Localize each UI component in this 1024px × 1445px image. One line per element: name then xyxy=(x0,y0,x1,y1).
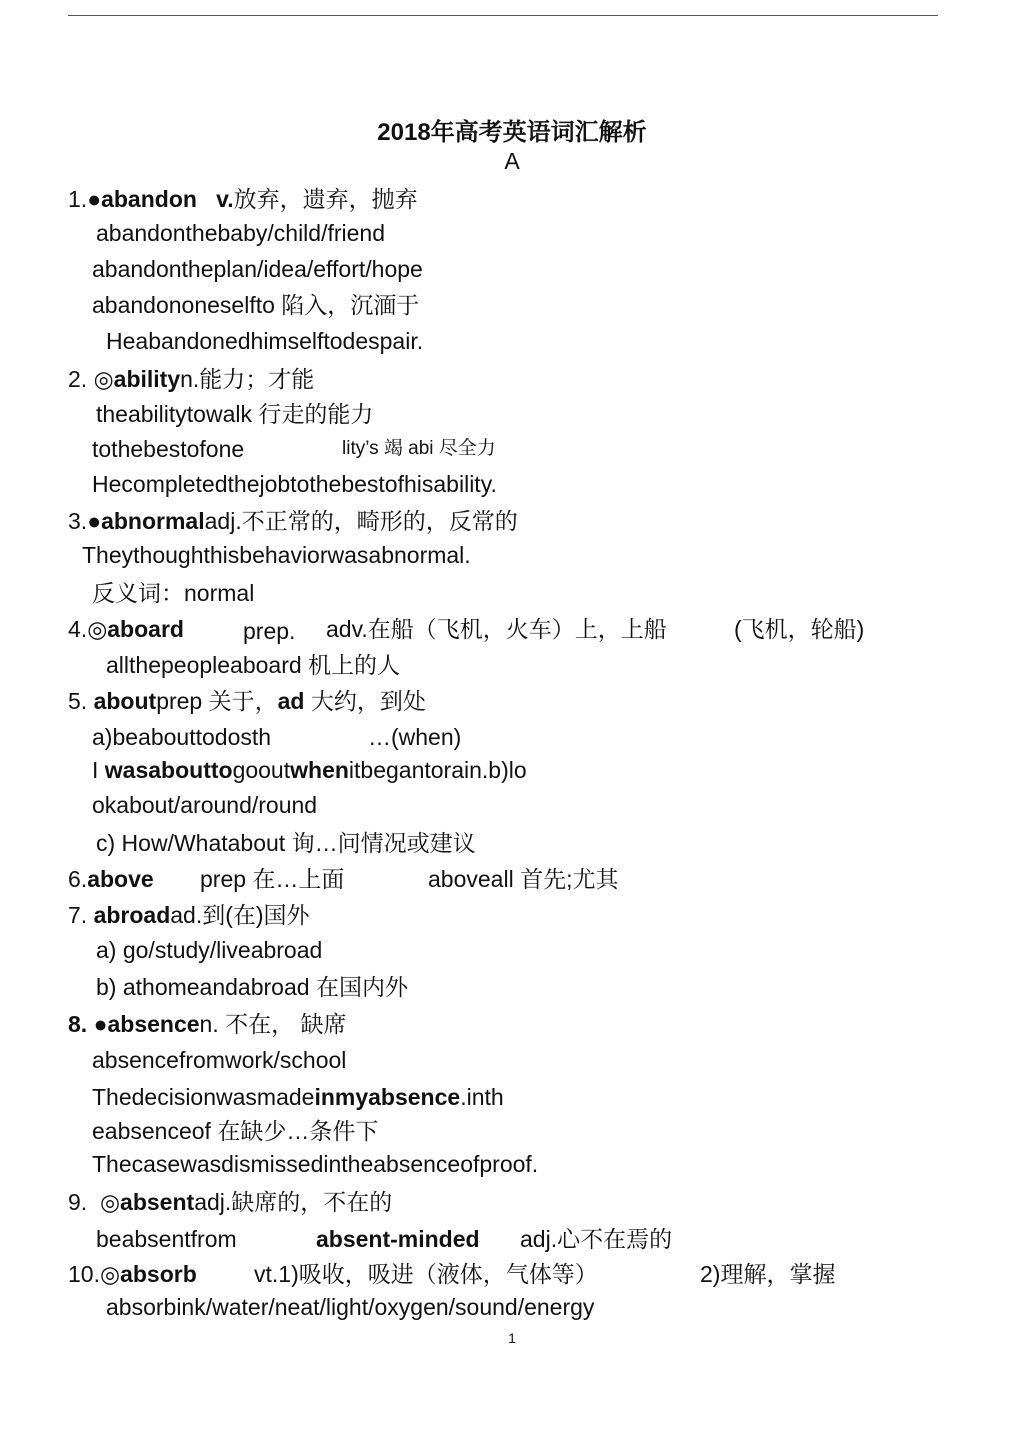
entry-number: 5. xyxy=(68,688,88,714)
entry-8-headline xyxy=(68,1011,347,1039)
bullet-hollow-icon: ◎ xyxy=(99,1261,121,1287)
page-title: 2018年高考英语词汇解析 xyxy=(377,119,647,146)
entry-number: 1. xyxy=(68,186,88,212)
example-line: allthepeopleaboard 机上的人 xyxy=(106,652,401,678)
example-line: I wasabouttogooutwhenitbegantorain.b)lo xyxy=(92,757,527,783)
entry-10-headline xyxy=(68,1261,197,1289)
bullet-hollow-icon: ◎ xyxy=(93,366,114,392)
headword: absent xyxy=(120,1189,195,1215)
example-line: abandononeselfto 陷入，沉湎于 xyxy=(92,292,420,318)
example-line: Theythoughthisbehaviorwasabnormal. xyxy=(82,542,471,568)
definition: 大约，到处 xyxy=(310,688,426,714)
definition: 2)理解，掌握 xyxy=(700,1261,836,1287)
headword: abnormal xyxy=(101,508,205,534)
bullet-filled-icon: ● xyxy=(93,1011,108,1037)
entry-1-headline xyxy=(68,186,418,214)
definition: aboveall 首先;尤其 xyxy=(428,866,619,892)
example-line: Thecasewasdismissedintheabsenceofproof. xyxy=(92,1151,539,1177)
example-line: a)beabouttodosth xyxy=(92,724,272,750)
entry-4-headline xyxy=(68,616,184,644)
entry-7-headline xyxy=(68,902,310,930)
bullet-filled-icon: ● xyxy=(87,186,102,212)
definition: prep 关于， xyxy=(156,688,278,714)
example-line-note: lity’s 竭 abi 尽全力 xyxy=(342,438,496,459)
entry-number: 3. xyxy=(68,508,88,534)
example-line: Heabandonedhimselftodespair. xyxy=(106,328,424,354)
definition: adv.在船（飞机，火车）上，上船 xyxy=(326,616,667,642)
example-line: Hecompletedthejobtothebestofhisability. xyxy=(92,471,497,497)
entry-number: 2. xyxy=(68,366,88,392)
definition: 放弃，遗弃，抛弃 xyxy=(233,186,418,212)
bullet-hollow-icon: ◎ xyxy=(99,1189,121,1215)
example-line: abandonthebaby/child/friend xyxy=(96,220,386,246)
entry-number: 8. xyxy=(68,1011,88,1037)
headword: abroad xyxy=(93,902,171,928)
example-line: Thedecisionwasmadeinmyabsence.inth xyxy=(92,1084,504,1110)
definition: ad.到(在)国外 xyxy=(170,902,310,928)
definition: vt.1)吸收，吸进（液体，气体等） xyxy=(254,1261,598,1287)
example-line: okabout/around/round xyxy=(92,792,318,818)
example-line: a) go/study/liveabroad xyxy=(96,937,323,963)
headword: above xyxy=(87,866,154,892)
headword: absence xyxy=(107,1011,200,1037)
example-line: 反义词：normal xyxy=(92,580,255,606)
headword: ability xyxy=(113,366,181,392)
entry-5-headline xyxy=(68,688,426,716)
example-line: abandontheplan/idea/effort/hope xyxy=(92,256,423,282)
entry-9-headline xyxy=(68,1189,392,1217)
example-line: eabsenceof 在缺少…条件下 xyxy=(92,1118,379,1144)
entry-number: 7. xyxy=(68,902,88,928)
example-line: tothebestofone xyxy=(92,436,245,462)
example-line: beabsentfrom xyxy=(96,1226,237,1252)
headword: absorb xyxy=(120,1261,197,1287)
definition: prep 在…上面 xyxy=(200,866,345,892)
definition: adj.心不在焉的 xyxy=(520,1226,673,1252)
definition-note: (飞机，轮船) xyxy=(734,616,865,642)
top-rule xyxy=(68,15,938,16)
definition: adj.不正常的，畸形的，反常的 xyxy=(204,508,518,534)
page-number: 1 xyxy=(508,1330,516,1346)
entry-number: 10. xyxy=(68,1261,100,1287)
entry-6-headline xyxy=(68,866,154,894)
entry-3-headline xyxy=(68,508,518,536)
example-line: absorbink/water/neat/light/oxygen/sound/energy xyxy=(106,1294,595,1320)
entry-number: 6. xyxy=(68,866,88,892)
example-line-note: …(when) xyxy=(368,724,462,750)
related-headword: absent-minded xyxy=(316,1226,480,1252)
entry-number: 4. xyxy=(68,616,88,642)
definition: adj.缺席的，不在的 xyxy=(194,1189,393,1215)
definition: n. 不在， 缺席 xyxy=(199,1011,347,1037)
part-of-speech: ad xyxy=(277,688,305,714)
entry-2-headline xyxy=(68,366,314,394)
example-line: c) How/Whatabout 询…问情况或建议 xyxy=(96,830,476,856)
example-line: theabilitytowalk 行走的能力 xyxy=(96,401,374,427)
part-of-speech: v. xyxy=(216,186,234,212)
entry-number: 9. xyxy=(68,1189,88,1215)
example-line: absencefromwork/school xyxy=(92,1047,347,1073)
part-of-speech: prep. xyxy=(243,618,296,644)
headword: about xyxy=(93,688,157,714)
bullet-filled-icon: ● xyxy=(87,508,102,534)
definition: n.能力；才能 xyxy=(180,366,315,392)
bullet-hollow-icon: ◎ xyxy=(87,616,108,642)
headword: aboard xyxy=(107,616,184,642)
example-line: b) athomeandabroad 在国内外 xyxy=(96,974,408,1000)
section-letter: A xyxy=(504,148,520,174)
headword: abandon xyxy=(101,186,197,212)
